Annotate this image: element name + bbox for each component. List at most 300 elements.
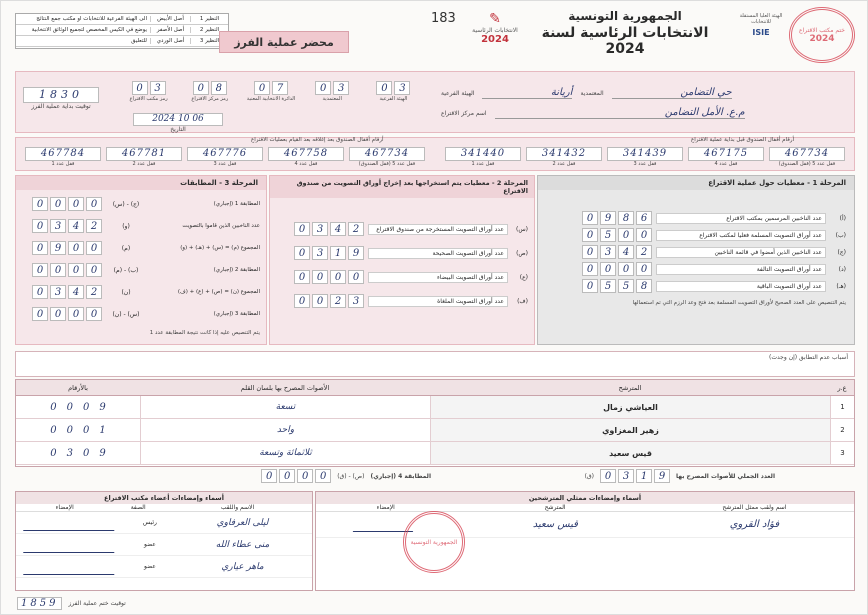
date-value: 2024 10 06 — [133, 113, 223, 126]
digit-box: 3 — [333, 81, 349, 95]
report-title: محضر عملية الفرز — [234, 35, 334, 49]
code-value — [254, 81, 288, 95]
member-role: رئيس — [142, 519, 157, 526]
members-section — [15, 491, 313, 591]
col-num-header: ع.ر — [837, 383, 847, 392]
stage1-label: عدد أوراق التصويت التالفة — [656, 264, 826, 275]
stage2-code: (ع) — [519, 273, 528, 281]
seal-field — [688, 147, 764, 167]
result-digit: 1 — [99, 424, 106, 436]
stage1-value — [582, 211, 652, 225]
digit-box: 0 — [294, 246, 310, 260]
result-candidate: العياشي زمال — [430, 396, 830, 418]
annex-row — [16, 14, 228, 25]
digit-box: 2 — [86, 285, 102, 299]
col-digits-header: بالأرقام — [68, 383, 88, 392]
center-label: اسم مركز الاقتراع — [441, 109, 487, 117]
digit-box: 0 — [32, 307, 48, 321]
stage3-section — [15, 175, 267, 345]
result-digits — [16, 448, 140, 459]
seal-field — [526, 147, 602, 167]
code-label: الدائرة الانتخابية المعنية — [246, 96, 296, 102]
result-digit: 0 — [66, 424, 73, 436]
digit-box: 9 — [654, 469, 670, 483]
stage3-formula: (و) — [122, 222, 130, 230]
member-signature — [23, 559, 120, 575]
digit-box: 3 — [618, 469, 634, 483]
seal-field — [25, 147, 101, 167]
result-words: واحد — [140, 419, 430, 441]
digit-box: 0 — [86, 241, 102, 255]
digit-box: 0 — [68, 263, 84, 277]
digit-box: 0 — [330, 270, 346, 284]
digit-box: 1 — [636, 469, 652, 483]
digit-box: 0 — [312, 270, 328, 284]
result-digit: 0 — [50, 424, 57, 436]
code-label: رمز مركز الاقتراع — [191, 96, 229, 102]
digit-box: 0 — [32, 197, 48, 211]
member-row — [16, 512, 312, 534]
seal-value: 341432 — [526, 147, 602, 161]
total-value — [600, 469, 670, 483]
stage2-row — [276, 270, 528, 284]
stage1-title: المرحلة 1 - معطيات حول عملية الاقتراع — [538, 176, 854, 190]
code-field — [243, 81, 298, 102]
stage3-value — [32, 285, 102, 299]
isie-caption: الهيئة العليا المستقلة للانتخابات — [739, 13, 783, 25]
stage3-value — [32, 263, 102, 277]
official-seal — [403, 511, 465, 573]
member-signature — [23, 515, 120, 531]
match4-digits-value — [261, 469, 331, 483]
digit-box: 3 — [312, 222, 328, 236]
result-digit: 0 — [83, 401, 90, 413]
stage3-label: المطابقة 2 (إجباري) — [213, 267, 260, 273]
code-value — [193, 81, 227, 95]
code-field — [121, 81, 176, 102]
result-words: تسعة — [140, 396, 430, 418]
result-row — [16, 419, 854, 442]
digit-box: 0 — [68, 241, 84, 255]
total-digits-value — [600, 469, 670, 483]
match4-formula: (ص) - (ق) — [337, 472, 365, 480]
result-digit: 9 — [99, 401, 106, 413]
digit-box: 0 — [636, 262, 652, 276]
digit-box: 0 — [86, 197, 102, 211]
stage1-code: (ج) — [837, 248, 846, 256]
seal-field — [106, 147, 182, 167]
annex-desc: للتعليق — [131, 38, 147, 44]
digit-box: 4 — [68, 219, 84, 233]
digit-box: 2 — [330, 294, 346, 308]
col-words-header: الأصوات المصرح بها بلسان القلم — [240, 383, 330, 392]
digit-box: 5 — [618, 279, 634, 293]
digit-box: 0 — [32, 263, 48, 277]
time-start-value: 1830 — [23, 87, 99, 103]
stage3-formula: (ب) - (م) — [113, 266, 139, 274]
annex-row — [16, 25, 228, 36]
stage2-code: (ف) — [517, 297, 528, 305]
digit-box: 5 — [600, 279, 616, 293]
stage1-label: عدد أوراق التصويت المسلمة فعليا لمكتب الاقتراع — [656, 230, 826, 241]
digit-box: 1 — [330, 246, 346, 260]
total-row — [455, 469, 775, 483]
result-candidate: قيس سعيد — [430, 442, 830, 464]
isie-short: ISIE — [752, 28, 770, 37]
stage1-row — [546, 228, 846, 242]
stage3-row — [22, 196, 260, 212]
stage1-section — [537, 175, 855, 345]
center-value: م.ع. الأمل التضامن — [495, 107, 745, 119]
annex-desc: يوضع في الكيس المخصص لتجميع الوثائق الانتخابية — [31, 27, 147, 33]
stage1-row — [546, 211, 846, 225]
stage1-code: (هـ) — [836, 282, 846, 290]
stage3-row — [22, 262, 260, 278]
stage2-label: عدد أوراق التصويت المستخرجة من صندوق الاقتراع — [368, 224, 508, 235]
result-num: 1 — [830, 396, 854, 418]
digit-box: 0 — [294, 294, 310, 308]
digit-box: 0 — [50, 263, 66, 277]
digit-box: 8 — [211, 81, 227, 95]
digit-box: 0 — [32, 241, 48, 255]
stage1-code: (أ) — [839, 214, 846, 222]
stage1-value — [582, 262, 652, 276]
code-label: المعتمدية — [322, 96, 342, 102]
seal-label: قفل عدد 4 — [714, 161, 738, 167]
member-signature — [23, 537, 120, 553]
match4-value — [261, 469, 331, 483]
stage3-row — [22, 306, 260, 322]
digit-box: 6 — [636, 211, 652, 225]
seal-value: 467734 — [349, 147, 425, 161]
code-label: رمز مكتب الاقتراع — [129, 96, 168, 102]
stage1-value — [582, 245, 652, 259]
stage2-row — [276, 246, 528, 260]
seals-after-title: أرقام أقفال الصندوق بعد إغلاقه بعد القيام بعمليات الاقتراع — [251, 137, 384, 143]
ballot-icon: ✎ — [489, 11, 501, 27]
stage2-row — [276, 294, 528, 308]
stage1-value — [582, 279, 652, 293]
republic-title: الجمهورية التونسية — [568, 9, 682, 23]
stage1-note: يتم التنصيص على العدد الصحيح لأوراق التصويت المسلمة بعد فتح وعد الرزم التي تم استعمالها — [632, 300, 846, 306]
seals-after — [25, 147, 425, 167]
time-start-label: توقيت بداية عملية الفرز — [31, 103, 91, 110]
seal-value: 467758 — [268, 147, 344, 161]
annex-value: أصل الأصفر — [150, 27, 190, 33]
member-name: ماهر عياري — [221, 561, 264, 572]
digit-box: 0 — [315, 469, 331, 483]
digit-box: 0 — [50, 197, 66, 211]
election-title: الانتخابات الرئاسية لسنة 2024 — [541, 25, 709, 57]
doc-number: 183 — [431, 11, 456, 26]
stage3-label: المطابقة 3 (إجباري) — [213, 311, 260, 317]
stage2-label: عدد أوراق التصويت الملغاة — [368, 296, 508, 307]
digit-box: 0 — [582, 262, 598, 276]
seal-label: قفل عدد 3 — [213, 161, 237, 167]
code-value — [376, 81, 410, 95]
seal-field — [769, 147, 845, 167]
digit-box: 3 — [394, 81, 410, 95]
digit-box: 0 — [618, 228, 634, 242]
col-candidate-header: المترشح — [618, 383, 642, 392]
digit-box: 9 — [600, 211, 616, 225]
election-logo — [471, 11, 519, 55]
digit-box: 0 — [582, 211, 598, 225]
results-header — [16, 380, 854, 396]
authority-label: الهيئة الفرعية — [441, 89, 475, 97]
member-role: عضو — [143, 541, 156, 548]
annex-table — [15, 13, 229, 49]
digit-box: 0 — [582, 245, 598, 259]
digit-box: 0 — [312, 294, 328, 308]
stage1-code: (ب) — [835, 231, 846, 239]
stage2-label: عدد أوراق التصويت البيضاء — [368, 272, 508, 283]
seal-field — [607, 147, 683, 167]
official-seal-text: الجمهورية التونسية — [410, 538, 458, 546]
annex-value: أصل الوردي — [150, 38, 190, 44]
seal-label: قفل عدد 5 (قفل الصندوق) — [778, 161, 836, 167]
stage3-label: المجموع (ن) = (ص) + (ع) + (ف) — [177, 289, 260, 295]
stage3-formula: (ن) — [121, 288, 131, 296]
result-digits — [16, 425, 140, 436]
stamp-text: ختم مكتب الاقتراع — [799, 26, 845, 34]
digit-box: 2 — [86, 219, 102, 233]
digit-box: 9 — [50, 241, 66, 255]
rep-row — [316, 512, 854, 538]
center-row — [441, 107, 841, 119]
annex-row — [16, 36, 228, 47]
stage2-title: المرحلة 2 - معطيات يتم استخراجها بعد إخراج أوراق التصويت من صندوق الاقتراع — [270, 176, 534, 198]
member-row — [16, 556, 312, 578]
date-label: التاريخ — [170, 126, 186, 133]
match4-label: المطابقة 4 (إجباري) — [370, 472, 431, 480]
seal-label: قفل عدد 5 (قفل الصندوق) — [358, 161, 416, 167]
end-time-value: 1859 — [17, 597, 62, 610]
seal-value: 341440 — [445, 147, 521, 161]
digit-box: 0 — [600, 469, 616, 483]
seal-label: قفل عدد 3 — [633, 161, 657, 167]
stage1-code: (د) — [838, 265, 846, 273]
digit-box: 0 — [636, 228, 652, 242]
seal-value: 467784 — [25, 147, 101, 161]
digit-box: 7 — [272, 81, 288, 95]
delegation-label: المعتمدية — [580, 89, 604, 97]
end-time — [17, 597, 126, 610]
stage3-value — [32, 219, 102, 233]
stage1-row — [546, 245, 846, 259]
stage3-row — [22, 218, 260, 234]
total-code: (ق) — [584, 472, 594, 480]
reps-col-sign: الإمضاء — [376, 504, 395, 511]
result-digit: 3 — [66, 447, 73, 459]
digit-box: 3 — [312, 246, 328, 260]
rep-name: فؤاد القروي — [729, 519, 780, 530]
result-candidate: زهير المغزاوي — [430, 419, 830, 441]
digit-box: 0 — [315, 81, 331, 95]
result-digit: 0 — [83, 447, 90, 459]
stage3-value — [32, 307, 102, 321]
members-col-sign: الإمضاء — [55, 504, 74, 511]
digit-box: 0 — [294, 222, 310, 236]
representatives-section — [315, 491, 855, 591]
digit-box: 5 — [600, 228, 616, 242]
stage3-label: المجموع (م) = (س) + (هـ) + (و) — [180, 245, 260, 251]
digit-box: 0 — [618, 262, 634, 276]
members-col-role: الصفة — [130, 504, 146, 511]
digit-box: 0 — [68, 197, 84, 211]
codes-row — [121, 81, 421, 102]
authority-row — [441, 87, 841, 99]
result-row — [16, 396, 854, 419]
digit-box: 0 — [297, 469, 313, 483]
members-title: أسماء وإمضاءات أعضاء مكتب الاقتراع — [16, 492, 312, 504]
stage2-value — [294, 222, 364, 236]
member-name: منى عطاء الله — [215, 539, 270, 550]
stage1-label: عدد أوراق التصويت الباقية — [656, 281, 826, 292]
stage3-label: عدد الناخبين الذين قاموا بالتصويت — [182, 223, 260, 229]
members-col-name: الاسم واللقب — [220, 504, 255, 511]
member-row — [16, 534, 312, 556]
stage1-label: عدد الناخبين المرسمين بمكتب الاقتراع — [656, 213, 826, 224]
seal-value: 467776 — [187, 147, 263, 161]
digit-box: 4 — [68, 285, 84, 299]
code-label: الهيئة الفرعية — [379, 96, 408, 102]
reasons-field — [15, 351, 855, 377]
seal-field — [268, 147, 344, 167]
digit-box: 3 — [50, 219, 66, 233]
result-num: 3 — [830, 442, 854, 464]
rep-candidate: قيس سعيد — [532, 519, 578, 530]
stage1-row — [546, 279, 846, 293]
seal-value: 467781 — [106, 147, 182, 161]
result-digit: 0 — [50, 401, 57, 413]
seal-field — [187, 147, 263, 167]
seal-field — [445, 147, 521, 167]
stage3-formula: (ج) - (س) — [112, 200, 140, 208]
stage1-value — [582, 228, 652, 242]
seals-before — [445, 147, 845, 167]
seal-label: قفل عدد 1 — [471, 161, 495, 167]
stage2-code: (ص) — [516, 249, 528, 257]
digit-box: 0 — [376, 81, 392, 95]
result-digit: 0 — [50, 447, 57, 459]
stage3-formula: (م) — [121, 244, 131, 252]
seal-label: قفل عدد 2 — [552, 161, 576, 167]
digit-box: 9 — [348, 246, 364, 260]
stage3-row — [22, 240, 260, 256]
stage3-row — [22, 284, 260, 300]
digit-box: 3 — [50, 285, 66, 299]
stage2-row — [276, 222, 528, 236]
stage3-value — [32, 241, 102, 255]
end-time-label: توقيت ختم عملية الفرز — [68, 600, 126, 607]
report-title-box — [219, 31, 349, 53]
digit-box: 0 — [279, 469, 295, 483]
code-value — [315, 81, 349, 95]
digit-box: 3 — [348, 294, 364, 308]
digit-box: 0 — [32, 285, 48, 299]
reps-col-candidate: المترشح — [544, 504, 566, 511]
seal-label: قفل عدد 4 — [294, 161, 318, 167]
isie-logo — [736, 13, 786, 55]
time-start — [23, 87, 99, 110]
polling-station-stamp — [789, 7, 855, 63]
annex-label: النظير 1 — [190, 16, 228, 22]
stage3-note: يتم التنصيص عليه إذا كانت نتيجة المطابقة عدد 1 — [149, 330, 260, 336]
stage2-code: (س) — [515, 225, 528, 233]
digit-box: 0 — [32, 219, 48, 233]
logo-text: الانتخابات الرئاسية — [472, 27, 518, 34]
member-role: عضو — [143, 563, 156, 570]
code-field — [366, 81, 421, 102]
digit-box: 0 — [254, 81, 270, 95]
stage3-label: المطابقة 1 (إجباري) — [213, 201, 260, 207]
result-words: ثلاثمائة وتسعة — [140, 442, 430, 464]
digit-box: 2 — [348, 222, 364, 236]
digit-box: 0 — [294, 270, 310, 284]
seal-label: قفل عدد 2 — [132, 161, 156, 167]
seal-value: 467734 — [769, 147, 845, 161]
match4-row — [141, 469, 431, 483]
stage2-section — [269, 175, 535, 345]
digit-box: 4 — [618, 245, 634, 259]
seal-label: قفل عدد 1 — [51, 161, 75, 167]
digit-box: 0 — [582, 279, 598, 293]
digit-box: 3 — [150, 81, 166, 95]
digit-box: 0 — [86, 307, 102, 321]
seal-value: 467175 — [688, 147, 764, 161]
digit-box: 0 — [50, 307, 66, 321]
annex-label: النظير 2 — [190, 27, 228, 33]
digit-box: 3 — [600, 245, 616, 259]
logo-year: 2024 — [481, 34, 509, 45]
reps-col-name: اسم ولقب ممثل المترشح — [722, 504, 787, 511]
seal-value: 341439 — [607, 147, 683, 161]
code-value — [132, 81, 166, 95]
result-row — [16, 442, 854, 465]
digit-box: 4 — [330, 222, 346, 236]
date-field — [133, 113, 223, 133]
digit-box: 0 — [348, 270, 364, 284]
results-table — [15, 379, 855, 467]
code-field — [305, 81, 360, 102]
digit-box: 0 — [193, 81, 209, 95]
title-block — [521, 9, 729, 57]
authority-value: أريانة — [482, 87, 572, 99]
digit-box: 0 — [132, 81, 148, 95]
digit-box: 0 — [600, 262, 616, 276]
result-num: 2 — [830, 419, 854, 441]
digit-box: 8 — [618, 211, 634, 225]
digit-box: 8 — [636, 279, 652, 293]
seal-field — [349, 147, 425, 167]
annex-label: النظير 3 — [190, 38, 228, 44]
stage2-value — [294, 270, 364, 284]
seals-before-title: أرقام أقفال الصندوق قبل بداية عملية الاقتراع — [691, 137, 795, 143]
digit-box: 0 — [68, 307, 84, 321]
digit-box: 0 — [86, 263, 102, 277]
stage3-value — [32, 197, 102, 211]
digit-box: 0 — [582, 228, 598, 242]
annex-value: أصل الأبيض — [150, 16, 190, 22]
result-digit: 0 — [83, 424, 90, 436]
stage2-value — [294, 294, 364, 308]
stage3-title: المرحلة 3 - المطابقات — [16, 176, 266, 190]
representatives-title: أسماء وإمضاءات ممثلي المترشحين — [316, 492, 854, 504]
result-digit: 9 — [99, 447, 106, 459]
stamp-year: 2024 — [809, 33, 835, 44]
reasons-label: أسباب عدم التطابق (إن وجدت) — [769, 354, 848, 361]
